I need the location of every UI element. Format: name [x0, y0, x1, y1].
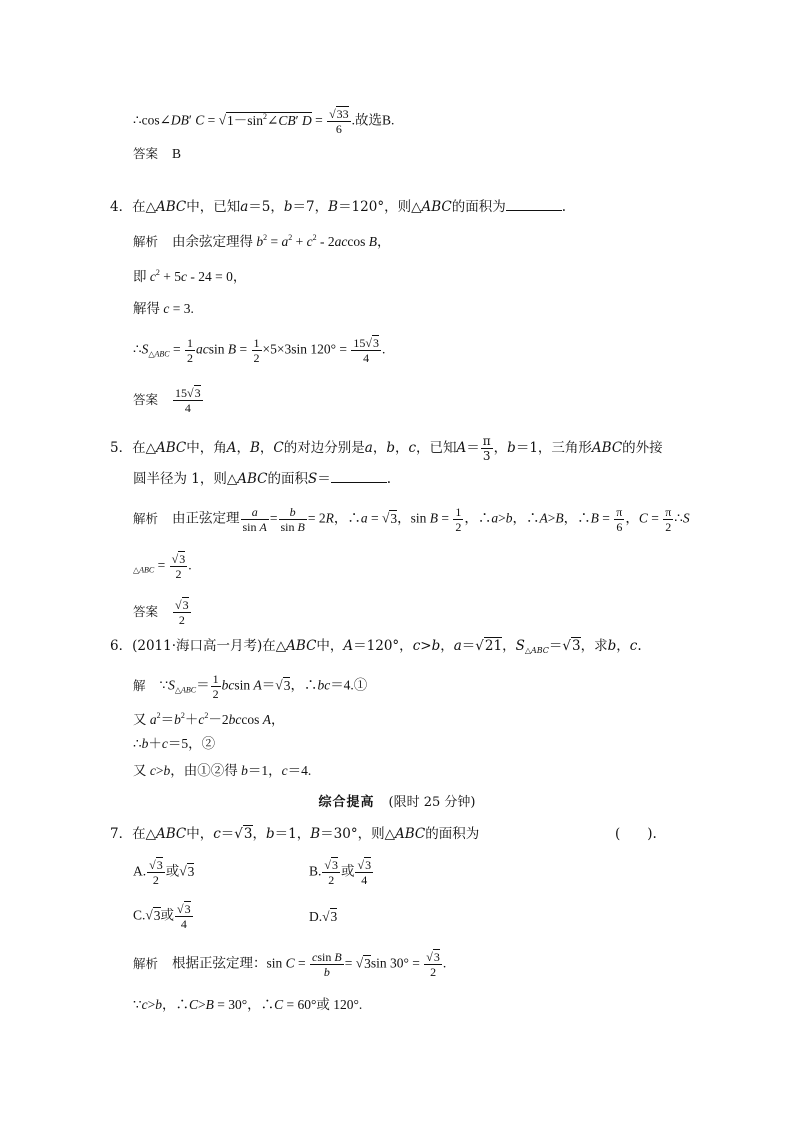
section-heading: [0, 794, 794, 812]
section-time: (限时 25 分钟): [388, 795, 476, 810]
q5-step-2: $_{\triangle ABC}$ = $\frac{√3}{2}$ .: [133, 552, 192, 581]
q7-option-b: B. $\frac{√3}{2}$ 或 $\frac{√3}{4}$: [309, 858, 372, 887]
question-7: 7．在△ABC中，c＝√3，b＝1，B＝30°，则△ABC的面积为: [110, 826, 480, 842]
q6-step-4: 又 c>b，由①②得 b＝1，c＝4.: [133, 763, 312, 778]
top-formula: ∴cos∠DB′ $C = √1-\sin^2\angle CB'$ D = $\frac{√33}{6}$ .故选B.: [133, 107, 395, 136]
section-title: 综合提高: [318, 795, 375, 810]
q6-step-1: 解 $\because S_{\triangle ABC}=$ $\frac{1}{2}$ bcsin A＝√3，∴bc＝4.①: [133, 672, 368, 701]
q7-paren: ( ).: [615, 826, 657, 842]
q4-step-2: 即 $c^2 + 5c - 24 = 0$，: [133, 268, 247, 284]
question-6: 6．(2011·海口高一月考)在△ABC中，A＝120°，c>b，a＝√21，$S_{\triangle ABC}=√3$，求b，c.: [110, 638, 642, 655]
question-5-line-2: 圆半径为 1，则△ABC的面积S＝ .: [133, 471, 392, 487]
q4-step-1: 解析 由余弦定理得 $b^2 = a^2 + c^2 - 2accos$ B，: [133, 233, 391, 249]
q6-step-3: ∴b＋c＝5，②: [133, 736, 216, 751]
answer-q5: 答案 $\frac{√3}{2}$: [133, 598, 189, 627]
q7-step-2: ∵c>b，∴C>B = 30°，∴C = 60°或 120°.: [133, 997, 363, 1012]
q6-step-2: 又 $a^2=b^2+c^2-2bccos$ A，: [133, 711, 285, 727]
q7-step-1: 解析 根据正弦定理：sin C = $\frac{\text{csin B}}{b}$ = √3sin 30° = $\frac{√3}{2}$ .: [133, 950, 447, 979]
q5-step-1: 解析 由正弦定理 $\frac{a}{\text{sin A}}$ = $\frac{b}{\text{sin B}}$ = 2R，∴a = √3，sin B = $\frac{1}{2}$ ，∴a>b，∴A>B，∴B = $\frac{\pi}{6}$ ，C = $\frac{\pi}{2}$ ∴S: [133, 505, 690, 534]
q7-option-a: A. $\frac{√3}{2}$ 或√3: [133, 858, 195, 887]
q7-option-d: D.√3: [309, 909, 338, 924]
q4-step-4: $\therefore S_{\triangle ABC}$ = $\frac{1}{2}$ acsin B = $\frac{1}{2}$ ×5×3sin 120° = $\frac{15√3}{4}$ .: [133, 336, 386, 365]
q7-option-c: C.√3或 $\frac{√3}{4}$: [133, 902, 191, 931]
q4-step-3: 解得 c = 3.: [133, 301, 194, 316]
question-5: 5．在△ABC中，角A，B，C的对边分别是a，b，c，已知A＝ $\frac{\pi}{3}$ ，b＝1，三角形ABC的外接: [110, 434, 663, 463]
answer-q4: 答案 $\frac{15√3}{4}$: [133, 386, 201, 415]
question-4: 4．在△ABC中，已知a＝5，b＝7，B＝120°，则△ABC的面积为 .: [110, 199, 567, 215]
answer-q3: 答案 B: [133, 146, 182, 161]
